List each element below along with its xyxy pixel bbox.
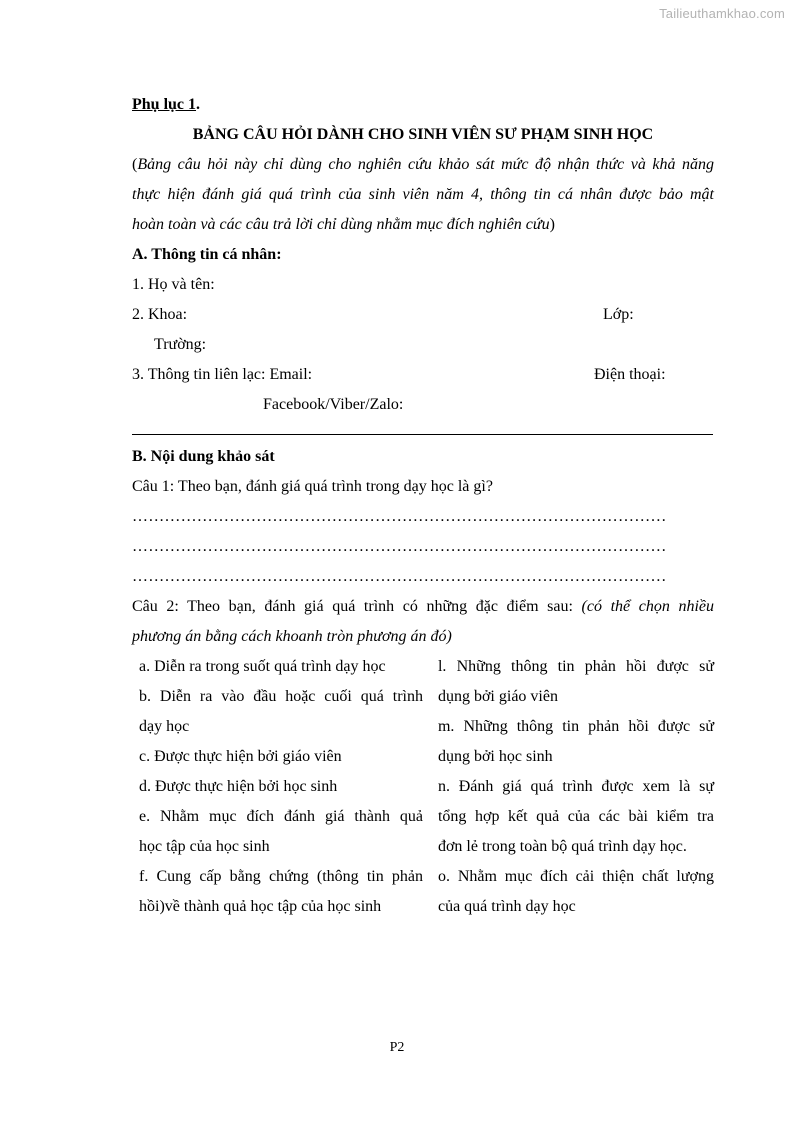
- appendix-period: .: [196, 96, 201, 113]
- page-number: P2: [389, 1040, 405, 1055]
- option-e-line-1: e. Nhằm mục đích đánh giá thành quả: [139, 808, 423, 825]
- intro-close-paren: ): [549, 216, 555, 233]
- intro-line-3: [132, 210, 714, 240]
- option-m-line-2: dụng bởi học sinh: [437, 748, 553, 765]
- section-b-heading: B. Nội dung khảo sát: [132, 448, 275, 465]
- answer-line-2: ………………………………………………………………………………………: [132, 538, 667, 555]
- option-a: a. Diễn ra trong suốt quá trình dạy học: [139, 658, 386, 675]
- option-o-line-2: của quá trình dạy học: [437, 898, 576, 915]
- field-name: 1. Họ và tên:: [132, 276, 215, 293]
- option-f-line-1: f. Cung cấp bằng chứng (thông tin phản: [139, 868, 423, 885]
- option-l-line-1: l. Những thông tin phản hồi được sử: [437, 658, 714, 675]
- document-page: [132, 90, 714, 922]
- field-phone: Điện thoại:: [594, 366, 666, 383]
- option-m-line-1: m. Những thông tin phản hồi được sử: [437, 718, 714, 735]
- question-1: Câu 1: Theo bạn, đánh giá quá trình trong dạy học là gì?: [132, 478, 493, 495]
- intro-open-paren: (: [132, 156, 138, 173]
- option-b-line-2: dạy học: [139, 718, 190, 735]
- option-d: d. Được thực hiện bởi học sinh: [139, 778, 338, 795]
- field-email: 3. Thông tin liên lạc: Email:: [132, 366, 313, 383]
- option-f-line-2: hồi)về thành quả học tập của học sinh: [139, 898, 382, 915]
- question-2-note-1: (có thể chọn nhiều: [581, 598, 714, 615]
- question-2-line-1: [132, 592, 714, 622]
- answer-line-1: ………………………………………………………………………………………: [132, 508, 667, 525]
- answer-line-3: ………………………………………………………………………………………: [132, 568, 667, 585]
- intro-line-2: thực hiện đánh giá quá trình của sinh viên năm 4, thông tin cá nhân được bảo mật: [132, 186, 714, 203]
- divider: [132, 434, 713, 435]
- option-b-line-1: b. Diễn ra vào đầu hoặc cuối quá trình: [139, 688, 423, 705]
- option-o-line-1: o. Nhằm mục đích cải thiện chất lượng: [437, 868, 714, 885]
- options-left-column: [139, 652, 423, 922]
- document-title: BẢNG CÂU HỎI DÀNH CHO SINH VIÊN SƯ PHẠM SINH HỌC: [192, 126, 654, 143]
- question-2-text: Câu 2: Theo bạn, đánh giá quá trình có những đặc điểm sau:: [132, 598, 573, 615]
- options-columns: [139, 652, 714, 922]
- section-a-heading: A. Thông tin cá nhân:: [132, 246, 282, 263]
- intro-text-1: Bảng câu hỏi này chỉ dùng cho nghiên cứu khảo sát mức độ nhận thức và khả năng: [137, 156, 714, 173]
- appendix-heading: [132, 90, 714, 120]
- option-l-line-2: dụng bởi giáo viên: [437, 688, 558, 705]
- intro-line-1: [132, 150, 714, 180]
- field-faculty-row: [132, 300, 714, 330]
- option-e-line-2: học tập của học sinh: [139, 838, 270, 855]
- field-school: Trường:: [154, 336, 207, 353]
- field-faculty: 2. Khoa:: [132, 306, 188, 323]
- option-n-line-1: n. Đánh giá quá trình được xem là sự: [437, 778, 714, 795]
- option-n-line-3: đơn lẻ trong toàn bộ quá trình dạy học.: [437, 838, 687, 855]
- option-c: c. Được thực hiện bởi giáo viên: [139, 748, 342, 765]
- field-social: Facebook/Viber/Zalo:: [263, 396, 404, 413]
- field-class: Lớp:: [603, 306, 634, 323]
- question-2-note-2: phương án bằng cách khoanh tròn phương án đó): [132, 628, 452, 645]
- appendix-label: Phụ lục 1: [132, 96, 197, 113]
- field-contact-row: [132, 360, 714, 390]
- option-n-line-2: tổng hợp kết quả của các bài kiểm tra: [437, 808, 714, 825]
- intro-text-3: hoàn toàn và các câu trả lời chỉ dùng nhằm mục đích nghiên cứu: [132, 216, 550, 233]
- watermark: Tailieuthamkhao.com: [659, 6, 785, 21]
- options-right-column: [438, 652, 714, 922]
